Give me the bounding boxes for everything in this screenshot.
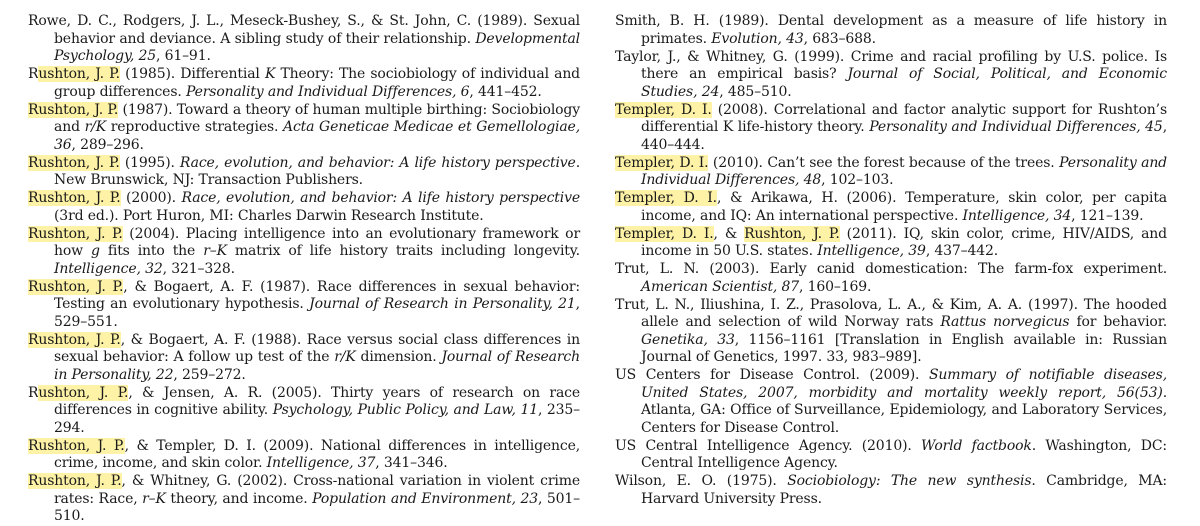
italic-text: Journal of Research in Personality, 22 <box>54 349 580 383</box>
highlighted-author: Rushton, J. P. <box>28 437 125 454</box>
italic-text: Psychology, Public Policy, and Law, 11 <box>272 402 538 418</box>
italic-text: Personality and Individual Differences, 45 <box>869 119 1163 135</box>
reference-text: , 529–551. <box>54 296 580 330</box>
highlighted-author: Rushton, J. P. <box>28 278 124 295</box>
reference-text: . Atlanta, GA: Office of Surveillance, Epidemiology, and Laboratory Services, Centers for Disease Control. <box>641 384 1167 436</box>
reference-text: , 160–169. <box>799 278 872 295</box>
reference-entry <box>615 102 1167 155</box>
reference-entry <box>28 13 580 66</box>
reference-entry <box>615 367 1167 437</box>
reference-text: , 485–510. <box>719 83 792 100</box>
italic-text: Race, evolution, and behavior: A life history perspective <box>179 154 576 171</box>
reference-text: Trut, L. N., Iliushina, I. Z., Prasolova, L. A., & Kim, A. A. (1997). The hooded allele and selection of wild Norway rats <box>615 296 1167 330</box>
reference-entry <box>28 102 580 155</box>
highlighted-author: Templer, D. I. <box>615 190 717 206</box>
reference-entry <box>615 473 1167 508</box>
highlighted-author: Rushton, J. P. <box>28 331 121 348</box>
italic-text: Rattus norvegicus <box>940 314 1070 330</box>
reference-text: , 440–444. <box>641 119 1167 153</box>
reference-text: , 235–294. <box>54 402 581 436</box>
italic-text: World factbook <box>921 437 1032 454</box>
reference-text: , 437–442. <box>925 243 999 259</box>
highlighted-author: Rushton, J. P. <box>28 473 122 489</box>
italic-text: r/K <box>334 349 356 365</box>
reference-text: for behavior. <box>1069 314 1167 330</box>
highlighted-author: ushton, J. P. <box>38 384 129 401</box>
reference-text: , & Jensen, A. R. (2005). Thirty years of research on race differences in cognitive ability. <box>54 384 580 418</box>
highlighted-author: Templer, D. I. <box>615 225 714 242</box>
reference-text: . Washington, DC: Central Intelligence Agency. <box>641 437 1167 471</box>
italic-text: Journal of Research in Personality, 21 <box>309 296 576 312</box>
reference-text: , 1156–1161 [Translation in English available in: Russian Journal of Genetics, 1997. 33, 983–989]. <box>641 331 1167 365</box>
highlighted-author: Templer, D. I. <box>615 101 712 118</box>
reference-entry <box>615 226 1167 261</box>
reference-text: Wilson, E. O. (1975). <box>615 473 788 489</box>
italic-text: Sociobiology: The new synthesis <box>787 473 1032 489</box>
reference-text: , 321–328. <box>162 260 235 277</box>
reference-text: (1985). Differential <box>119 66 265 82</box>
italic-text: Intelligence, 32 <box>54 260 163 277</box>
reference-text: (1987). Toward a theory of human multiple birthing: Sociobiology and <box>54 101 581 135</box>
reference-text: , 441–452. <box>469 83 542 100</box>
reference-text: theory, and income. <box>165 490 313 507</box>
reference-entry <box>28 155 580 190</box>
italic-text: Personality and Individual Differences, 6 <box>185 83 470 100</box>
reference-text: , 683–688. <box>803 30 876 47</box>
reference-text: , & Arikawa, H. (2006). Temperature, skin color, per capita income, and IQ: An international perspective. <box>641 190 1167 224</box>
reference-text: , & Bogaert, A. F. (1988). Race versus social class differences in sexual behavior: A follow up test of the <box>54 331 581 365</box>
reference-entry <box>615 438 1167 473</box>
highlighted-author: Rushton, J. P. <box>28 190 121 206</box>
reference-text: , & Templer, D. I. (2009). National differences in intelligence, crime, income, and skin color. <box>54 437 581 471</box>
italic-text: Race, evolution, and behavior: A life history perspective <box>181 190 581 206</box>
reference-text: matrix of life history traits including longevity. <box>226 243 580 259</box>
highlighted-author: Rushton, J. P. <box>744 225 840 242</box>
italic-text: Journal of Social, Political, and Economic Studies, 24 <box>641 66 1167 100</box>
reference-text: Rowe, D. C., Rodgers, J. L., Meseck-Bushey, S., & St. John, C. (1989). Sexual behavior and deviance. A sibling study of their relationship. <box>28 13 580 47</box>
italic-text: r/K <box>84 119 107 135</box>
references-column-right <box>615 13 1167 509</box>
highlighted-author: Rushton, J. P. <box>28 101 119 118</box>
reference-text: Smith, B. H. (1989). Dental development as a measure of life history in primates. <box>615 13 1167 47</box>
reference-text: US Central Intelligence Agency. (2010). <box>615 437 922 454</box>
reference-text: dimension. <box>355 349 442 365</box>
reference-entry <box>615 49 1167 102</box>
italic-text: Genetika, 33 <box>641 331 735 348</box>
reference-text: US Centers for Disease Control. (2009). <box>615 367 929 383</box>
highlighted-author: Templer, D. I. <box>615 154 709 171</box>
italic-text: Intelligence, 39 <box>817 243 926 259</box>
reference-entry <box>28 473 580 526</box>
reference-text: . New Brunswick, NJ: Transaction Publishers. <box>54 154 580 188</box>
reference-text: R <box>28 384 39 401</box>
italic-text: American Scientist, 87 <box>641 278 800 295</box>
highlighted-author: Rushton, J. P. <box>28 154 120 171</box>
reference-text: , 61–91. <box>155 48 211 64</box>
reference-text: (2004). Placing intelligence into an evolutionary framework or how <box>54 225 580 259</box>
reference-entry <box>28 332 580 385</box>
italic-text: Intelligence, 34 <box>962 207 1072 224</box>
reference-text: (2000). <box>120 190 182 206</box>
italic-text: Evolution, 43 <box>711 30 804 47</box>
highlighted-author: ushton, J. P. <box>38 66 120 82</box>
italic-text: r–K <box>203 243 227 259</box>
reference-entry <box>615 261 1167 296</box>
reference-text: , & Whitney, G. (2002). Cross-national variation in violent crime rates: Race, <box>54 473 580 507</box>
italic-text: Personality and Individual Differences, 48 <box>641 154 1167 188</box>
reference-text: R <box>28 66 39 82</box>
reference-entry <box>615 190 1167 225</box>
italic-text: r–K <box>142 490 166 507</box>
italic-text: Developmental Psychology, 25 <box>54 30 580 64</box>
reference-text: (2010). Can’t see the forest because of the trees. <box>708 154 1060 171</box>
reference-text: , & <box>713 225 745 242</box>
reference-entry <box>28 190 580 225</box>
reference-text: reproductive strategies. <box>106 119 283 135</box>
reference-entry <box>615 155 1167 190</box>
reference-text: fits into the <box>99 243 204 259</box>
reference-text: Taylor, J., & Whitney, G. (1999). Crime and racial profiling by U.S. police. Is there an empirical basis? <box>615 48 1167 82</box>
reference-text: , 341–346. <box>375 455 448 471</box>
reference-text: , 259–272. <box>173 366 246 383</box>
reference-entry <box>28 385 580 438</box>
highlighted-author: Rushton, J. P. <box>28 225 123 242</box>
reference-entry <box>615 297 1167 367</box>
references-column-left <box>28 13 580 526</box>
reference-text: (3rd ed.). Port Huron, MI: Charles Darwin Research Institute. <box>54 207 484 224</box>
reference-text: (1995). <box>119 154 180 171</box>
reference-text: (2011). IQ, skin color, crime, HIV/AIDS, and income in 50 U.S. states. <box>641 225 1167 259</box>
reference-text: , & Bogaert, A. F. (1987). Race differences in sexual behavior: Testing an evolutionary hypothesis. <box>54 278 580 312</box>
italic-text: K <box>264 66 276 82</box>
italic-text: Summary of notifiable diseases, United States, 2007, morbidity and mortality weekly report, 56(53) <box>641 367 1167 401</box>
italic-text: g <box>91 243 100 259</box>
reference-entry <box>28 279 580 332</box>
reference-text: Theory: The sociobiology of individual and group differences. <box>54 66 580 100</box>
italic-text: Acta Geneticae Medicae et Gemellologiae, 36 <box>54 119 580 153</box>
reference-text: , 501–510. <box>54 490 580 524</box>
reference-text: (2008). Correlational and factor analytic support for Rushton’s differential K life-history theory. <box>641 101 1167 135</box>
italic-text: Population and Environment, 23 <box>312 490 538 507</box>
reference-entry <box>28 66 580 101</box>
italic-text: Intelligence, 37 <box>266 455 376 471</box>
reference-text: . Cambridge, MA: Harvard University Press. <box>641 473 1167 507</box>
reference-text: Trut, L. N. (2003). Early canid domestication: The farm-fox experiment. <box>615 261 1167 277</box>
reference-entry <box>615 13 1167 48</box>
reference-text: , 121–139. <box>1071 207 1144 224</box>
reference-entry <box>28 226 580 279</box>
reference-text: , 289–296. <box>71 136 144 153</box>
reference-text: , 102–103. <box>821 172 894 188</box>
reference-entry <box>28 438 580 473</box>
